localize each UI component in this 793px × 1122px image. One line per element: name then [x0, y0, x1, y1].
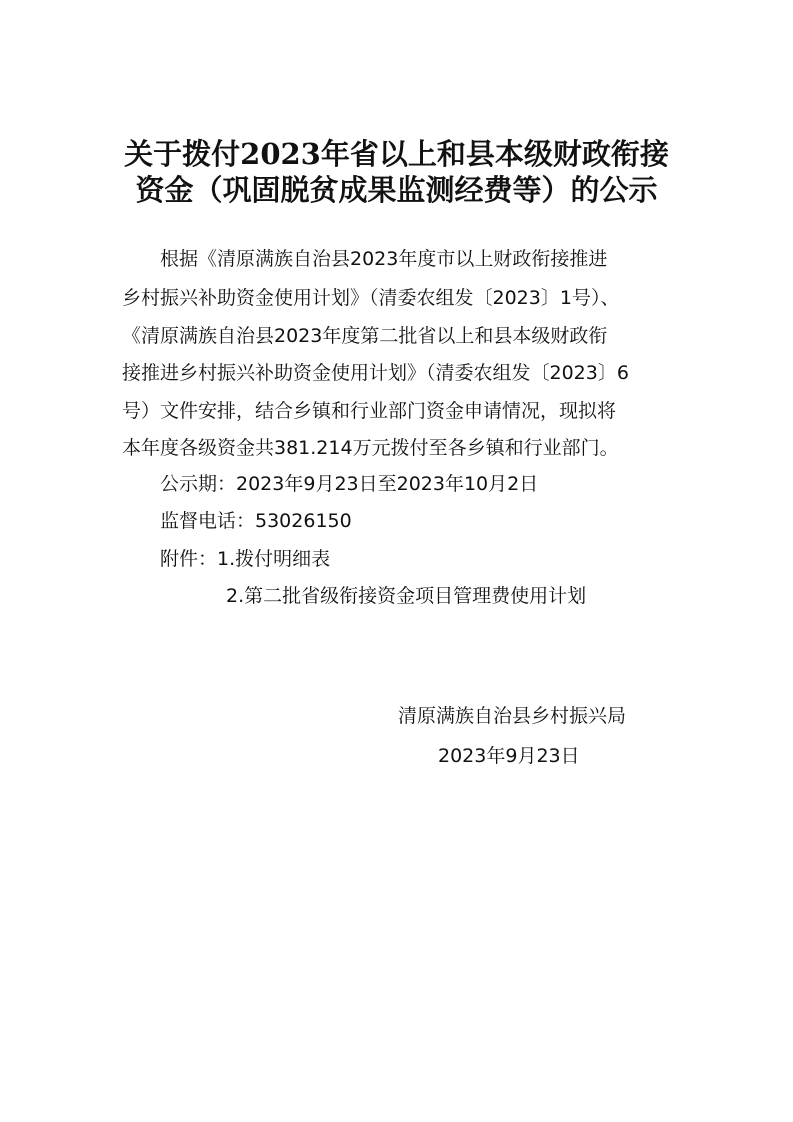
- attachment-item-2: 2.第二批省级衔接资金项目管理费使用计划: [226, 585, 587, 607]
- issuing-agency: 清原满族自治县乡村振兴局: [398, 705, 627, 727]
- paragraph-line-4: 接推进乡村振兴补助资金使用计划》（清委农组发〔2023〕6: [122, 362, 629, 384]
- issue-date: 2023年9月23日: [438, 745, 580, 767]
- paragraph-line-5: 号）文件安排，结合乡镇和行业部门资金申请情况，现拟将: [122, 400, 617, 422]
- paragraph-line-3: 《清原满族自治县2023年度第二批省以上和县本级财政衔: [122, 325, 608, 347]
- publicity-period: 公示期：2023年9月23日至2023年10月2日: [160, 473, 539, 495]
- document-title-line-1: 关于拨付2023年省以上和县本级财政衔接: [124, 137, 669, 171]
- attachment-item-1: 附件：1.拨付明细表: [160, 548, 331, 570]
- document-title-line-2: 资金（巩固脱贫成果监测经费等）的公示: [135, 173, 658, 207]
- supervision-hotline: 监督电话：53026150: [160, 510, 352, 532]
- paragraph-line-6: 本年度各级资金共381.214万元拨付至各乡镇和行业部门。: [122, 437, 619, 459]
- paragraph-line-1: 根据《清原满族自治县2023年度市以上财政衔接推进: [122, 248, 608, 270]
- paragraph-line-2: 乡村振兴补助资金使用计划》（清委农组发〔2023〕1号）、: [122, 287, 620, 309]
